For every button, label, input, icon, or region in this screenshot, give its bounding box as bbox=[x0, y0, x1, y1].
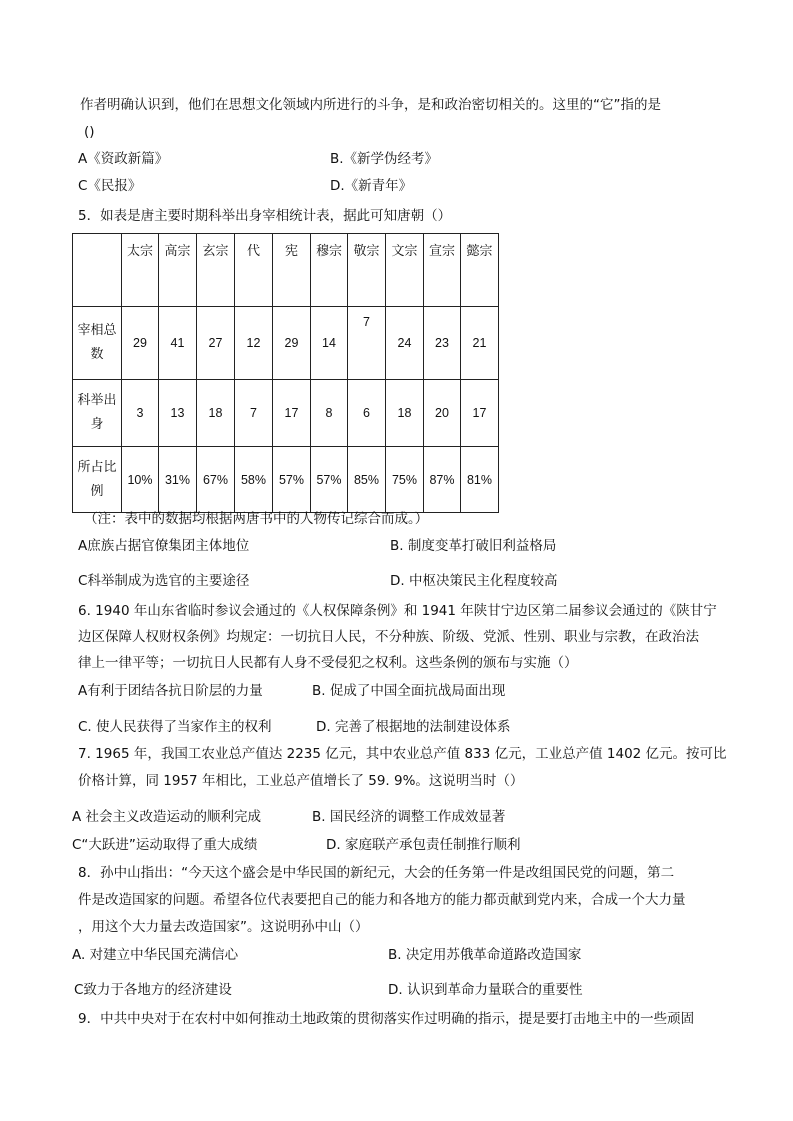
q6-stem-line3: 律上一律平等；一切抗日人民都有人身不受侵犯之权利。这些条例的颁布与实施（） bbox=[78, 655, 578, 671]
table-header-cell: 宪 bbox=[273, 234, 311, 307]
table-cell: 20 bbox=[424, 380, 461, 447]
row-label-line1: 科举出 bbox=[77, 393, 117, 408]
table-cell: 41 bbox=[159, 307, 197, 380]
table-header-row bbox=[73, 234, 499, 307]
q9-stem-line1: 9．中共中央对于在农村中如何推动土地政策的贯彻落实作过明确的指示，提是要打击地主中的一些顽固 bbox=[78, 1011, 695, 1027]
q6-stem-line1: 6. 1940 年山东省临时参议会通过的《人权保障条例》和 1941 年陕甘宁边区第二届参议会通过的《陕甘宁 bbox=[78, 603, 717, 619]
table-cell: 7 bbox=[235, 380, 273, 447]
table-cell: 17 bbox=[273, 380, 311, 447]
table-cell: 58% bbox=[235, 447, 273, 513]
table-header-cell: 敬宗 bbox=[348, 234, 386, 307]
row-label bbox=[73, 380, 122, 447]
table-header-cell: 宣宗 bbox=[424, 234, 461, 307]
q6-option-a: A有利于团结各抗日阶层的力量 bbox=[78, 683, 263, 699]
q8-stem-line3: ，用这个大力量去改造国家”。这说明孙中山（） bbox=[78, 919, 369, 935]
row-label-line2: 例 bbox=[90, 483, 104, 499]
table-cell: 85% bbox=[348, 447, 386, 513]
table-row bbox=[73, 447, 499, 513]
table-row bbox=[73, 307, 499, 380]
q8-option-d: D. 认识到革命力量联合的重要性 bbox=[388, 982, 583, 998]
q8-option-b: B. 决定用苏俄革命道路改造国家 bbox=[388, 947, 582, 963]
table-cell: 23 bbox=[424, 307, 461, 380]
q4-option-a: A《资政新篇》 bbox=[78, 151, 169, 167]
table-header-cell: 懿宗 bbox=[461, 234, 499, 307]
table-cell: 67% bbox=[197, 447, 235, 513]
table-cell: 87% bbox=[424, 447, 461, 513]
table-cell: 18 bbox=[386, 380, 424, 447]
table-cell: 24 bbox=[386, 307, 424, 380]
row-label-line1: 所占比 bbox=[77, 459, 117, 475]
table-cell: 17 bbox=[461, 380, 499, 447]
table-cell: 6 bbox=[348, 380, 386, 447]
q6-stem-line2: 边区保障人权财权条例》均规定：一切抗日人民，不分种族、阶级、党派、性别、职业与宗教，在政治法 bbox=[78, 629, 699, 645]
q5-stem: 5．如表是唐主要时期科举出身宰相统计表，据此可知唐朝（） bbox=[78, 208, 452, 224]
q5-option-c: C科举制成为选官的主要途径 bbox=[78, 573, 250, 589]
q4-stem-line1: 作者明确认识到，他们在思想文化领域内所进行的斗争，是和政治密切相关的。这里的“它”指的是 bbox=[80, 97, 661, 113]
q7-option-c: C“大跃进”运动取得了重大成绩 bbox=[72, 837, 258, 853]
table-cell: 18 bbox=[197, 380, 235, 447]
table-cell: 14 bbox=[311, 307, 348, 380]
q7-option-d: D. 家庭联产承包责任制推行顺利 bbox=[326, 837, 521, 853]
table-header-cell: 高宗 bbox=[159, 234, 197, 307]
table-header-cell: 文宗 bbox=[386, 234, 424, 307]
table-cell: 27 bbox=[197, 307, 235, 380]
table-header-cell: 太宗 bbox=[122, 234, 159, 307]
table-cell: 10% bbox=[122, 447, 159, 513]
table-cell: 31% bbox=[159, 447, 197, 513]
table-cell: 29 bbox=[122, 307, 159, 380]
table-corner-cell bbox=[73, 234, 122, 307]
table-cell: 21 bbox=[461, 307, 499, 380]
table-cell: 75% bbox=[386, 447, 424, 513]
q5-table-note: （注：表中的数据均根据两唐书中的人物传记综合而成。） bbox=[84, 511, 429, 527]
table-header-cell: 玄宗 bbox=[197, 234, 235, 307]
q5-option-a: A庶族占据官僚集团主体地位 bbox=[78, 538, 250, 554]
table-cell: 8 bbox=[311, 380, 348, 447]
q7-option-a: A 社会主义改造运动的顺利完成 bbox=[72, 809, 262, 825]
table-cell: 29 bbox=[273, 307, 311, 380]
q4-option-c: C《民报》 bbox=[78, 178, 142, 194]
q8-stem-line2: 件是改造国家的问题。希望各位代表要把自己的能力和各地方的能力都贡献到党内来，合成一个大力量 bbox=[78, 892, 686, 908]
table-header-cell: 穆宗 bbox=[311, 234, 348, 307]
table-cell: 7 bbox=[348, 307, 386, 380]
table-cell: 3 bbox=[122, 380, 159, 447]
q6-option-c: C. 使人民获得了当家作主的权利 bbox=[78, 719, 272, 735]
table-cell: 57% bbox=[273, 447, 311, 513]
table-cell: 13 bbox=[159, 380, 197, 447]
q5-option-b: B. 制度变革打破旧利益格局 bbox=[390, 538, 557, 554]
table-cell: 81% bbox=[461, 447, 499, 513]
q8-option-c: C致力于各地方的经济建设 bbox=[74, 982, 232, 998]
q8-stem-line1: 8．孙中山指出：“今天这个盛会是中华民国的新纪元，大会的任务第一件是改组国民党的问题，第二 bbox=[78, 865, 675, 881]
row-label-line1: 宰相总 bbox=[77, 323, 117, 338]
q6-option-d: D. 完善了根据地的法制建设体系 bbox=[316, 719, 511, 735]
q5-option-d: D. 中枢决策民主化程度较高 bbox=[390, 573, 558, 589]
chancellor-stats-table bbox=[72, 233, 499, 513]
q7-option-b: B. 国民经济的调整工作成效显著 bbox=[312, 809, 506, 825]
q6-option-b: B. 促成了中国全面抗战局面出现 bbox=[312, 683, 506, 699]
q4-option-b: B.《新学伪经考》 bbox=[330, 151, 439, 167]
q7-stem-line1: 7. 1965 年，我国工农业总产值达 2235 亿元，其中农业总产值 833 亿元，工业总产值 1402 亿元。按可比 bbox=[78, 746, 727, 762]
row-label bbox=[73, 307, 122, 380]
q4-stem-line2: () bbox=[84, 124, 95, 140]
table-cell: 12 bbox=[235, 307, 273, 380]
table-header-cell: 代 bbox=[235, 234, 273, 307]
table-row bbox=[73, 380, 499, 447]
q8-option-a: A. 对建立中华民国充满信心 bbox=[72, 947, 239, 963]
row-label-line2: 数 bbox=[90, 347, 104, 362]
q4-option-d: D.《新青年》 bbox=[330, 178, 413, 194]
row-label-line2: 身 bbox=[90, 417, 104, 432]
table-cell: 57% bbox=[311, 447, 348, 513]
row-label bbox=[73, 447, 122, 513]
q7-stem-line2: 价格计算，同 1957 年相比，工业总产值增长了 59. 9%。这说明当时（） bbox=[78, 773, 524, 789]
